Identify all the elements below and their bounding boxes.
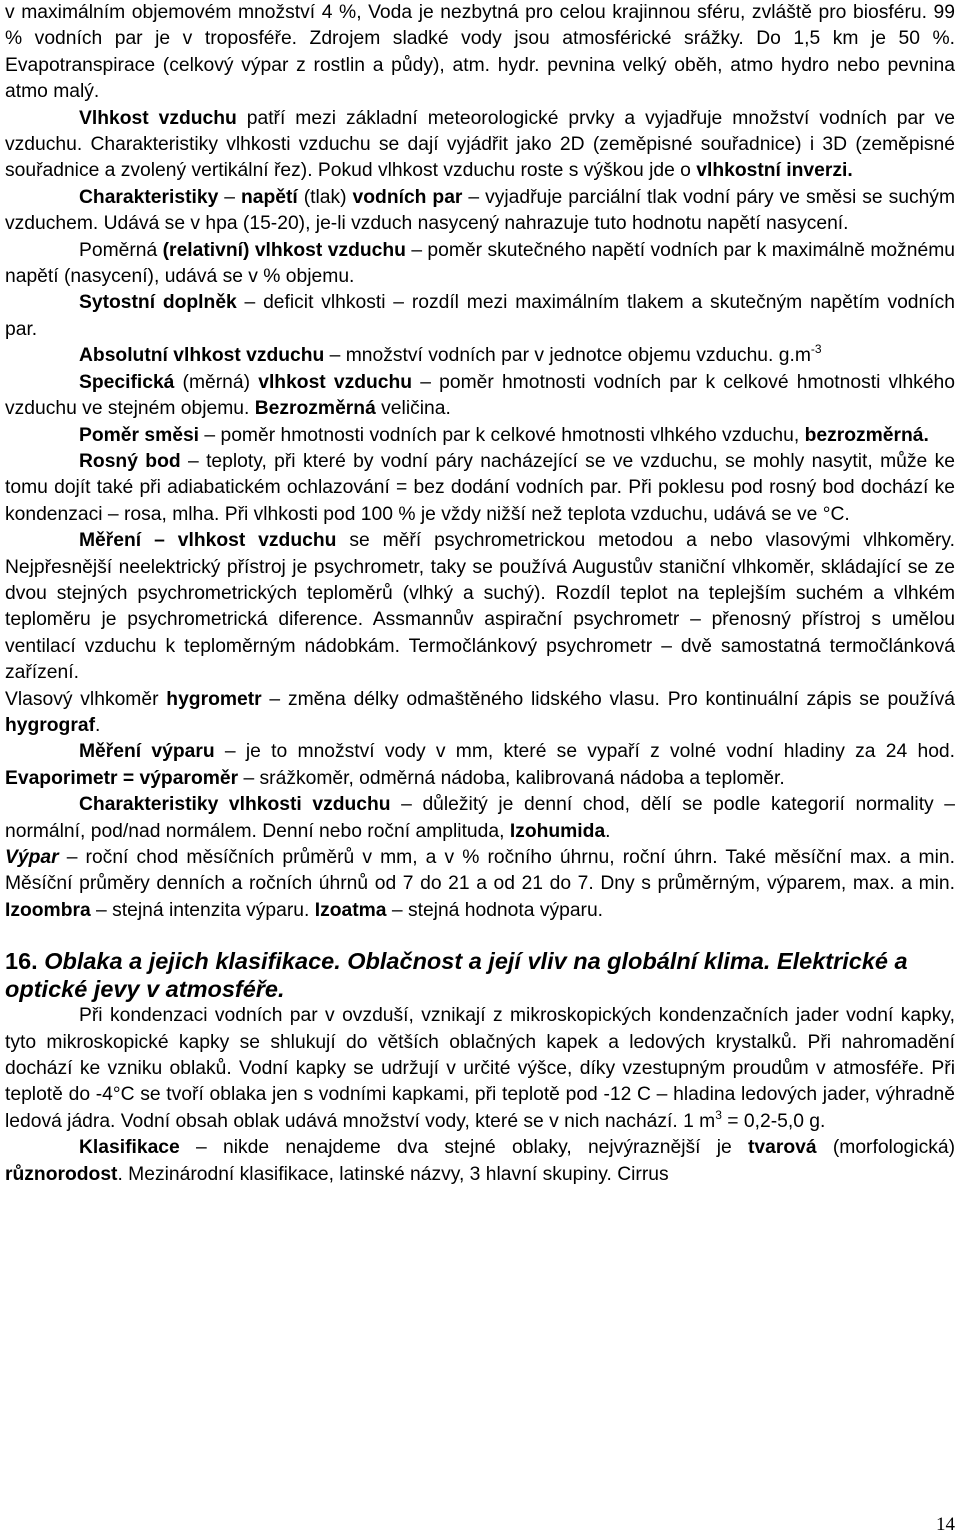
text-run: různorodost bbox=[5, 1163, 118, 1185]
text-run: Výpar bbox=[5, 847, 59, 868]
text-run: Bezrozměrná bbox=[254, 398, 376, 420]
text-run: se měří psychrometrickou metodou a nebo vlasovými vlhkoměry. Nejpřesnější neelektrický přístroj je psychrometr, taky se používá Augustův staniční vlhkoměr, skládající se ze dvou stejných psychrometrických teploměrů (vlhký a suchý). Rozdíl teplot na teplejším suchém a vlhkém teploměru je psychrometrická diference. Assmannův aspirační psychrometr – přenosný přístroj s umělou ventilací vzduchu k teploměrným nádobkám. Termočlánkový psychrometr – dvě samostatná termočlánková zařízení. bbox=[5, 530, 955, 684]
heading-text: Oblaka a jejich klasifikace. Oblačnost a její vliv na globální klima. Elektrické a optické jevy v atmosféře. bbox=[5, 948, 908, 1002]
body-text-section-2 bbox=[5, 1003, 955, 1188]
text-run: – důležitý je denní chod, dělí se podle kategorií normality – normální, pod/nad normálem. Denní nebo roční amplituda, bbox=[5, 794, 955, 842]
heading-number: 16. bbox=[5, 948, 38, 975]
text-run: – stejná intenzita výparu. bbox=[90, 899, 315, 921]
text-run: Evaporimetr = výparoměr bbox=[5, 767, 239, 789]
text-run: bezrozměrná. bbox=[804, 424, 929, 446]
paragraph-kondenzace bbox=[5, 1003, 955, 1135]
text-run: – teploty, při které by vodní páry nacházející se ve vzduchu, se mohly nasytit, může ke tomu dojít také při adiabatickém ochlazování = bez dodání vodních par. Při poklesu pod rosný bod dochází ke kondenzaci – rosa, mlha. Při vlhkosti pod 100 % je vždy nižší než teplota vzduchu, udává se ve °C. bbox=[5, 450, 955, 525]
text-run: v maximálním objemovém množství 4 %, Voda je nezbytná pro celou krajinnou sféru, zvláště pro biosféru. 99 % vodních par je v troposféře. Zdrojem sladké vody jsou atmosférické srážky. Do 1,5 km je 50 %. Evapotranspirace (celkový výpar z rostlin a půdy), atm. hydr. pevnina velký oběh, atmo hydro nebo pevnina atmo malý. bbox=[5, 2, 955, 103]
text-run: (relativní) vlhkost vzduchu bbox=[162, 239, 406, 261]
text-run: – stejná hodnota výparu. bbox=[386, 899, 604, 921]
text-run: – množství vodních par v jednotce objemu vzduchu. g.m bbox=[324, 345, 811, 367]
text-run: . bbox=[605, 820, 611, 842]
text-run: hygrometr bbox=[166, 688, 262, 710]
text-run: (měrná) bbox=[174, 371, 259, 393]
paragraph-intro bbox=[5, 0, 955, 106]
text-run: – vyjadřuje parciální tlak vodní páry ve směsi se suchým vzduchem. Udává se v hpa (15-20), je-li vzduch nasycený nahrazuje tuto hodnotu napětí nasycení. bbox=[5, 186, 956, 235]
text-run: Specifická bbox=[79, 371, 175, 393]
text-run: (morfologická) bbox=[816, 1137, 955, 1159]
text-run: Absolutní vlhkost vzduchu bbox=[79, 345, 325, 367]
text-run: Izohumida bbox=[509, 820, 606, 842]
text-run: . Mezinárodní klasifikace, latinské názvy, 3 hlavní skupiny. Cirrus bbox=[117, 1163, 669, 1185]
paragraph-specificka bbox=[5, 370, 955, 423]
text-run: Rosný bod bbox=[79, 450, 181, 472]
text-run: Izoombra bbox=[5, 899, 91, 921]
text-run: – změna délky odmaštěného lidského vlasu. Pro kontinuální zápis se používá bbox=[261, 688, 955, 710]
text-run: 3 bbox=[715, 1107, 722, 1122]
text-run: Vlasový vlhkoměr bbox=[5, 688, 167, 710]
text-run: napětí bbox=[240, 186, 298, 208]
paragraph-vlhkost bbox=[5, 106, 955, 185]
paragraph-smesi bbox=[5, 423, 955, 449]
paragraph-mereni bbox=[5, 528, 955, 686]
text-run: Při kondenzaci vodních par v ovzduší, vznikají z mikroskopických kondenzačních jader vodní kapky, tyto mikroskopické kapky se shlukují do větších oblačných kapek a ledových krystalků. Při nahromadění dochází ke vzniku oblaků. Vodní kapky se udržují v určité výšce, díky vzestupným proudům v atmosféře. Při teplotě do -4°C se tvoří oblaka jen s vodními kapkami, při teplotě pod -12 C – hladina ledových jader, výhradně ledová jádra. Vodní obsah oblak udává množství vody, které se v nich nachází. 1 m bbox=[5, 1005, 955, 1132]
paragraph-pomerna bbox=[5, 238, 955, 291]
paragraph-sytostni bbox=[5, 290, 955, 343]
text-run: – nikde nenajdeme dva stejné oblaky, nejvýraznější je bbox=[179, 1137, 748, 1159]
text-run: – je to množství vody v mm, které se vypaří z volné vodní hladiny za 24 hod. bbox=[214, 741, 955, 763]
page-number: 14 bbox=[936, 1514, 955, 1535]
text-run: Charakteristiky vlhkosti vzduchu bbox=[79, 794, 391, 816]
paragraph-charakteristiky bbox=[5, 792, 955, 845]
text-run: . bbox=[95, 714, 101, 736]
text-run: Sytostní doplněk bbox=[79, 292, 237, 314]
text-run: hygrograf bbox=[5, 714, 95, 736]
text-run: tvarová bbox=[747, 1137, 817, 1159]
section-heading bbox=[5, 948, 955, 1003]
text-run: – poměr skutečného napětí vodních par k maximálně možnému napětí (nasycení), udává se v % objemu. bbox=[5, 239, 956, 288]
text-run: – poměr hmotnosti vodních par k celkové hmotnosti vlhkého vzduchu ve stejném objemu. bbox=[5, 371, 955, 420]
text-run: vodních par bbox=[352, 186, 463, 208]
text-run: – srážkoměr, odměrná nádoba, kalibrovaná nádoba a teploměr. bbox=[238, 767, 785, 789]
paragraph-vlasovy bbox=[5, 687, 955, 740]
text-run: Vlhkost vzduchu bbox=[79, 107, 237, 129]
text-run: -3 bbox=[810, 342, 822, 357]
text-run: – poměr hmotnosti vodních par k celkové hmotnosti vlhkého vzduchu, bbox=[199, 424, 805, 446]
text-run: vlhkost vzduchu bbox=[258, 371, 413, 393]
text-run: Charakteristiky bbox=[79, 186, 219, 208]
body-text-section-1 bbox=[5, 0, 955, 924]
text-run: Izoatma bbox=[314, 899, 387, 921]
text-run: Poměr směsi bbox=[79, 424, 200, 446]
paragraph-absolutni bbox=[5, 343, 955, 369]
text-run: (tlak) bbox=[297, 186, 353, 208]
section-gap bbox=[5, 924, 955, 948]
document-page bbox=[5, 0, 955, 1188]
paragraph-vypar bbox=[5, 739, 955, 792]
paragraph-napeti bbox=[5, 185, 955, 238]
text-run: Měření výparu bbox=[79, 741, 215, 763]
paragraph-vyparchod bbox=[5, 845, 955, 924]
text-run: Poměrná bbox=[79, 239, 163, 261]
text-run: patří mezi základní meteorologické prvky a vyjadřuje množství vodních par ve vzduchu. Charakteristiky vlhkosti vzduchu se dají vyjádřit jako 2D (zeměpisné souřadnice) i 3D (zeměpisné souřadnice a zvolený vertikální řez). Pokud vlhkost vzduchu roste s výškou jde o bbox=[5, 107, 955, 182]
text-run: Měření – vlhkost vzduchu bbox=[79, 530, 337, 552]
text-run: vlhkostní inverzi. bbox=[696, 160, 853, 182]
text-run: – deficit vlhkosti – rozdíl mezi maximálním tlakem a skutečným napětím vodních par. bbox=[5, 292, 955, 340]
text-run: veličina. bbox=[375, 398, 451, 420]
paragraph-rosny bbox=[5, 449, 955, 528]
text-run: – roční chod měsíčních průměrů v mm, a v % ročního úhrnu, roční úhrn. Také měsíční max. a min. Měsíční průměry denních a ročních úhrnů od 7 do 21 a od 21 do 7. Dny s průměrným, výparem, max. a min. bbox=[5, 847, 955, 895]
text-run: – bbox=[218, 186, 241, 208]
paragraph-klasifikace bbox=[5, 1135, 955, 1188]
text-run: Klasifikace bbox=[79, 1137, 180, 1159]
text-run: = 0,2-5,0 g. bbox=[721, 1110, 826, 1132]
